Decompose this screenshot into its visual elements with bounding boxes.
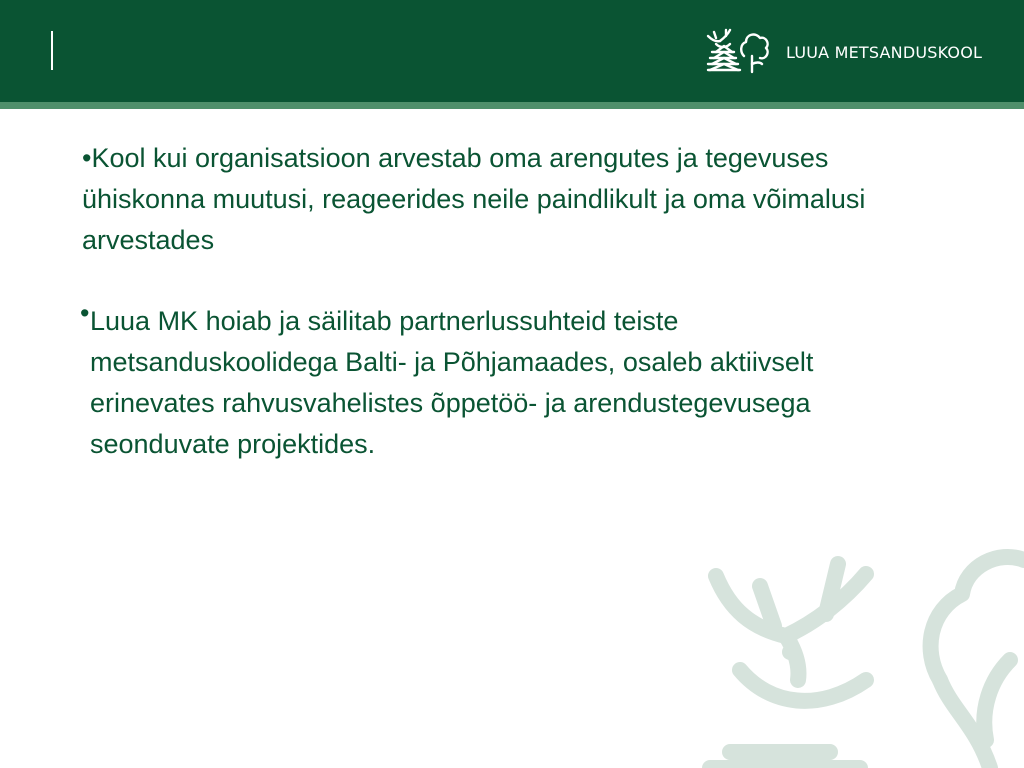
bullet-marker: • [80,298,90,328]
bullet-item [80,298,902,465]
bullet-text: Luua MK hoiab ja säilitab partnerlussuhteid teiste metsanduskoolidega Balti- ja Põhjamaades, osaleb aktiivselt erinevates rahvusvahelistes õppetöö- ja arendustegevusega seonduvate projektides. [90,306,814,459]
bullet-text: Kool kui organisatsioon arvestab oma arengutes ja tegevuses ühiskonna muutusi, reageerides neile paindlikult ja oma võimalusi arvestades [82,143,866,255]
slide-header [0,0,1024,102]
school-logo [704,26,982,78]
logo-text: LUUA METSANDUSKOOL [786,42,983,62]
forest-school-logo-icon [704,26,772,78]
bullet-item [82,138,902,261]
header-stripe [0,102,1024,109]
faded-logo-watermark-icon [690,530,1024,768]
header-divider [51,31,53,70]
slide-content [82,138,902,505]
bullet-marker: • [82,143,92,173]
